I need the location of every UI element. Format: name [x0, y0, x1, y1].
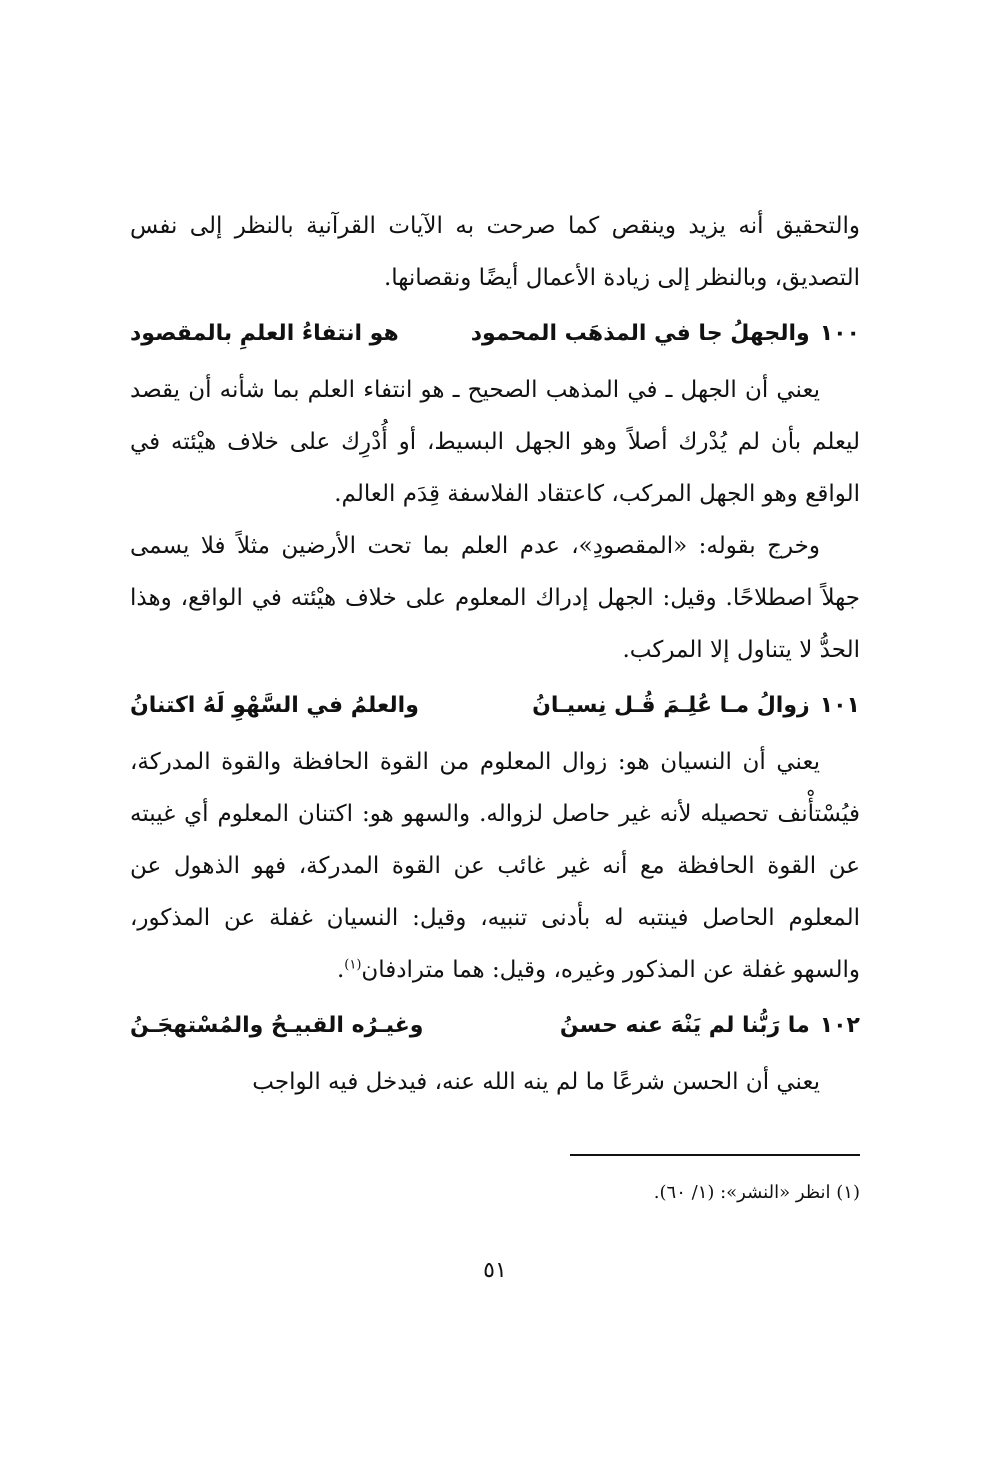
paragraph: يعني أن الحسن شرعًا ما لم ينه الله عنه، فيدخل فيه الواجب: [252, 1069, 820, 1095]
footnote-reference[interactable]: (١): [344, 957, 362, 973]
footnote-text: انظر «النشر»: (١/ ٦٠).: [653, 1182, 831, 1203]
verse-hemistich-second: والعلمُ في السَّهْوِ لَهُ اكتنانُ: [130, 693, 419, 718]
page-number: ٥١: [483, 1258, 507, 1283]
verse-line-100: [130, 304, 860, 364]
verse-hemistich-first: زوالُ مـا عُلِـمَ قُـل نِسيـانُ: [532, 693, 810, 718]
verse-hemistich-first: ما رَبُّنا لم يَنْهَ عنه حسنُ: [559, 1013, 810, 1038]
paragraph-with-footnote: [130, 736, 860, 996]
footnote-marker: (١): [836, 1182, 860, 1203]
verse-number: ١٠٢: [819, 1013, 860, 1038]
paragraph: يعني أن الجهل ـ في المذهب الصحيح ـ هو انتفاء العلم بما شأنه أن يقصد ليعلم بأن لم يُدْرك أصلاً وهو الجهل البسيط، أو أُدْرِك على خلاف هيْئته في الواقع وهو الجهل المركب، كاعتقاد الفلاسفة قِدَم العالم.: [130, 377, 860, 507]
footnote-separator: [570, 1154, 860, 1156]
paragraph: وخرج بقوله: «المقصودِ»، عدم العلم بما تحت الأرضين مثلاً فلا يسمى جهلاً اصطلاحًا. وقيل: الجهل إدراك المعلوم على خلاف هيْئته في الواقع، وهذا الحدُّ لا يتناول إلا المركب.: [130, 533, 860, 663]
verse-number: ١٠١: [819, 693, 860, 718]
paragraph: والتحقيق أنه يزيد وينقص كما صرحت به الآيات القرآنية بالنظر إلى نفس التصديق، وبالنظر إلى زيادة الأعمال أيضًا ونقصانها.: [130, 213, 860, 291]
verse-hemistich-first: والجهلُ جا في المذهَب المحمود: [470, 321, 810, 346]
verse-number: ١٠٠: [819, 321, 860, 346]
verse-hemistich-second: هو انتفاءُ العلمِ بالمقصود: [130, 321, 399, 346]
verse-hemistich-second: وغيـرُه القبيـحُ والمُسْتهجَـنُ: [130, 1013, 424, 1038]
main-text-block: [130, 200, 860, 1108]
verse-line-102: [130, 996, 860, 1056]
paragraph-tail: .: [336, 957, 345, 983]
verse-line-101: [130, 676, 860, 736]
footnote: [430, 1178, 860, 1208]
paragraph-text: يعني أن النسيان هو: زوال المعلوم من القوة الحافظة والقوة المدركة، فيُسْتأْنف تحصيله لأنه غير حاصل لزواله. والسهو هو: اكتنان المعلوم أي غيبته عن القوة الحافظة مع أنه غير غائب عن القوة المدركة، فهو الذهول عن المعلوم الحاصل فينتبه له بأدنى تنبيه، وقيل: النسيان غفلة عن المذكور، والسهو غفلة عن المذكور وغيره، وقيل: هما مترادفان: [130, 749, 860, 983]
